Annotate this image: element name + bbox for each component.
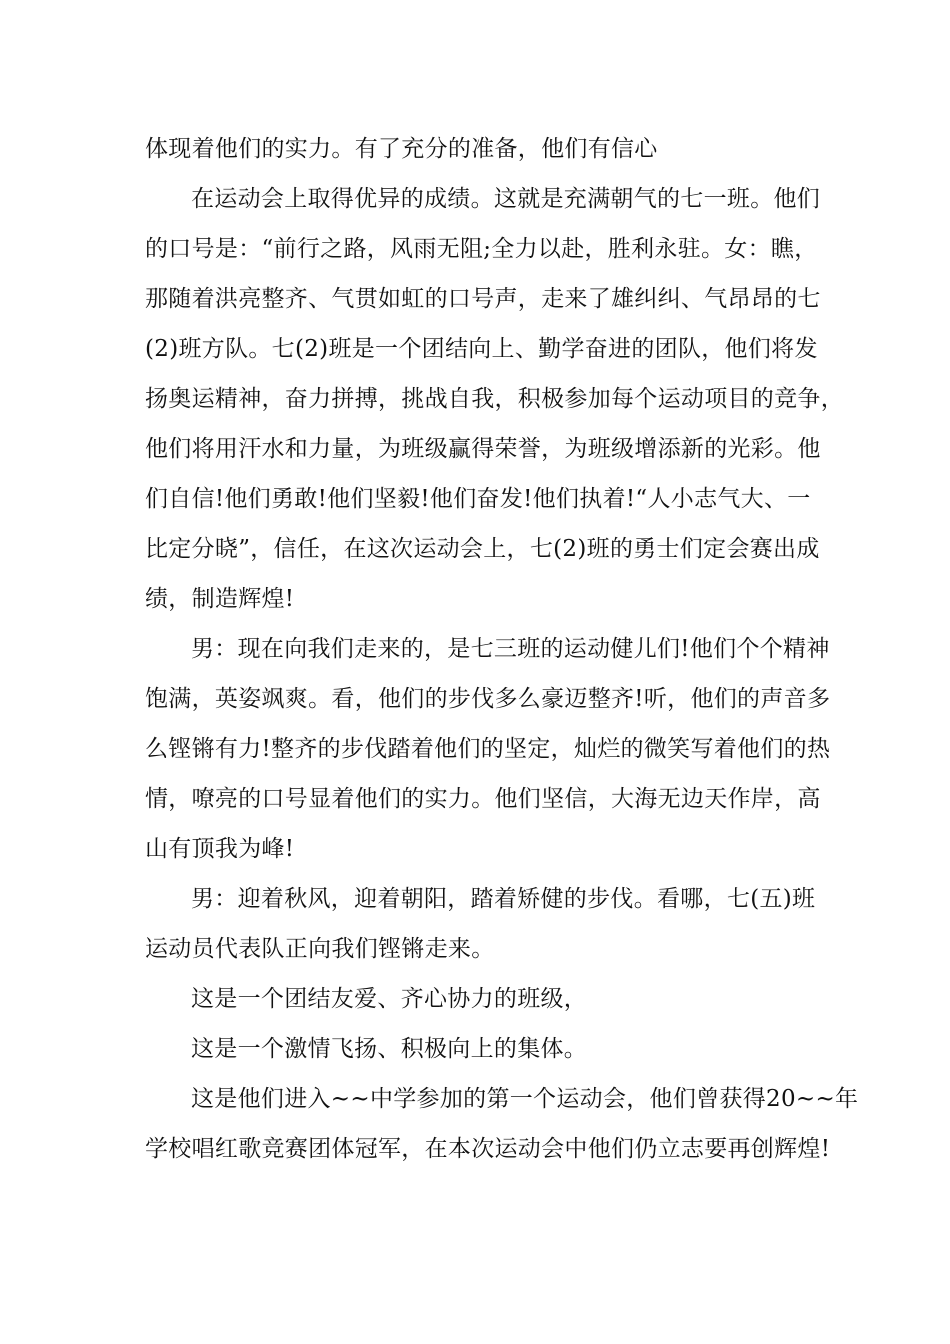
text-line: 男：现在向我们走来的，是七三班的运动健儿们!他们个个精神 (191, 636, 830, 662)
text-line: 体现着他们的实力。有了充分的准备，他们有信心 (145, 136, 658, 162)
text-line: 这是一个激情飞扬、积极向上的集体。 (191, 1036, 588, 1062)
text-line: 那随着洪亮整齐、气贯如虹的口号声，走来了雄纠纠、气昂昂的七 (145, 286, 821, 312)
text-line: 男：迎着秋风，迎着朝阳，踏着矫健的步伐。看哪，七(五)班 (191, 886, 816, 912)
text-line: 比定分晓”，信任，在这次运动会上，七(2)班的勇士们定会赛出成 (145, 536, 820, 562)
text-line: 的口号是：“前行之路，风雨无阻;全力以赴，胜利永驻。女：瞧， (145, 236, 818, 262)
text-line: 扬奥运精神，奋力拼搏，挑战自我，积极参加每个运动项目的竞争， (145, 386, 844, 412)
text-line: (2)班方队。七(2)班是一个团结向上、勤学奋进的团队，他们将发 (145, 336, 818, 362)
text-line: 饱满，英姿飒爽。看，他们的步伐多么豪迈整齐!听，他们的声音多 (145, 686, 831, 712)
document-body (145, 124, 859, 1174)
text-line: 山有顶我为峰! (145, 836, 295, 862)
text-line: 情，嘹亮的口号显着他们的实力。他们坚信，大海无边天作岸，高 (145, 786, 821, 812)
text-line: 这是他们进入~~中学参加的第一个运动会，他们曾获得20~~年 (191, 1086, 859, 1112)
text-line: 学校唱红歌竞赛团体冠军，在本次运动会中他们仍立志要再创辉煌! (145, 1136, 831, 1162)
text-line: 绩，制造辉煌! (145, 586, 295, 612)
text-line: 他们将用汗水和力量，为班级赢得荣誉，为班级增添新的光彩。他 (145, 436, 821, 462)
text-line: 在运动会上取得优异的成绩。这就是充满朝气的七一班。他们 (191, 186, 821, 212)
text-line: 么铿锵有力!整齐的步伐踏着他们的坚定，灿烂的微笑写着他们的热 (145, 736, 831, 762)
text-line: 这是一个团结友爱、齐心协力的班级， (191, 986, 588, 1012)
text-line: 运动员代表队正向我们铿锵走来。 (145, 936, 495, 962)
text-line: 们自信!他们勇敢!他们坚毅!他们奋发!他们执着!“人小志气大、一 (145, 486, 811, 512)
